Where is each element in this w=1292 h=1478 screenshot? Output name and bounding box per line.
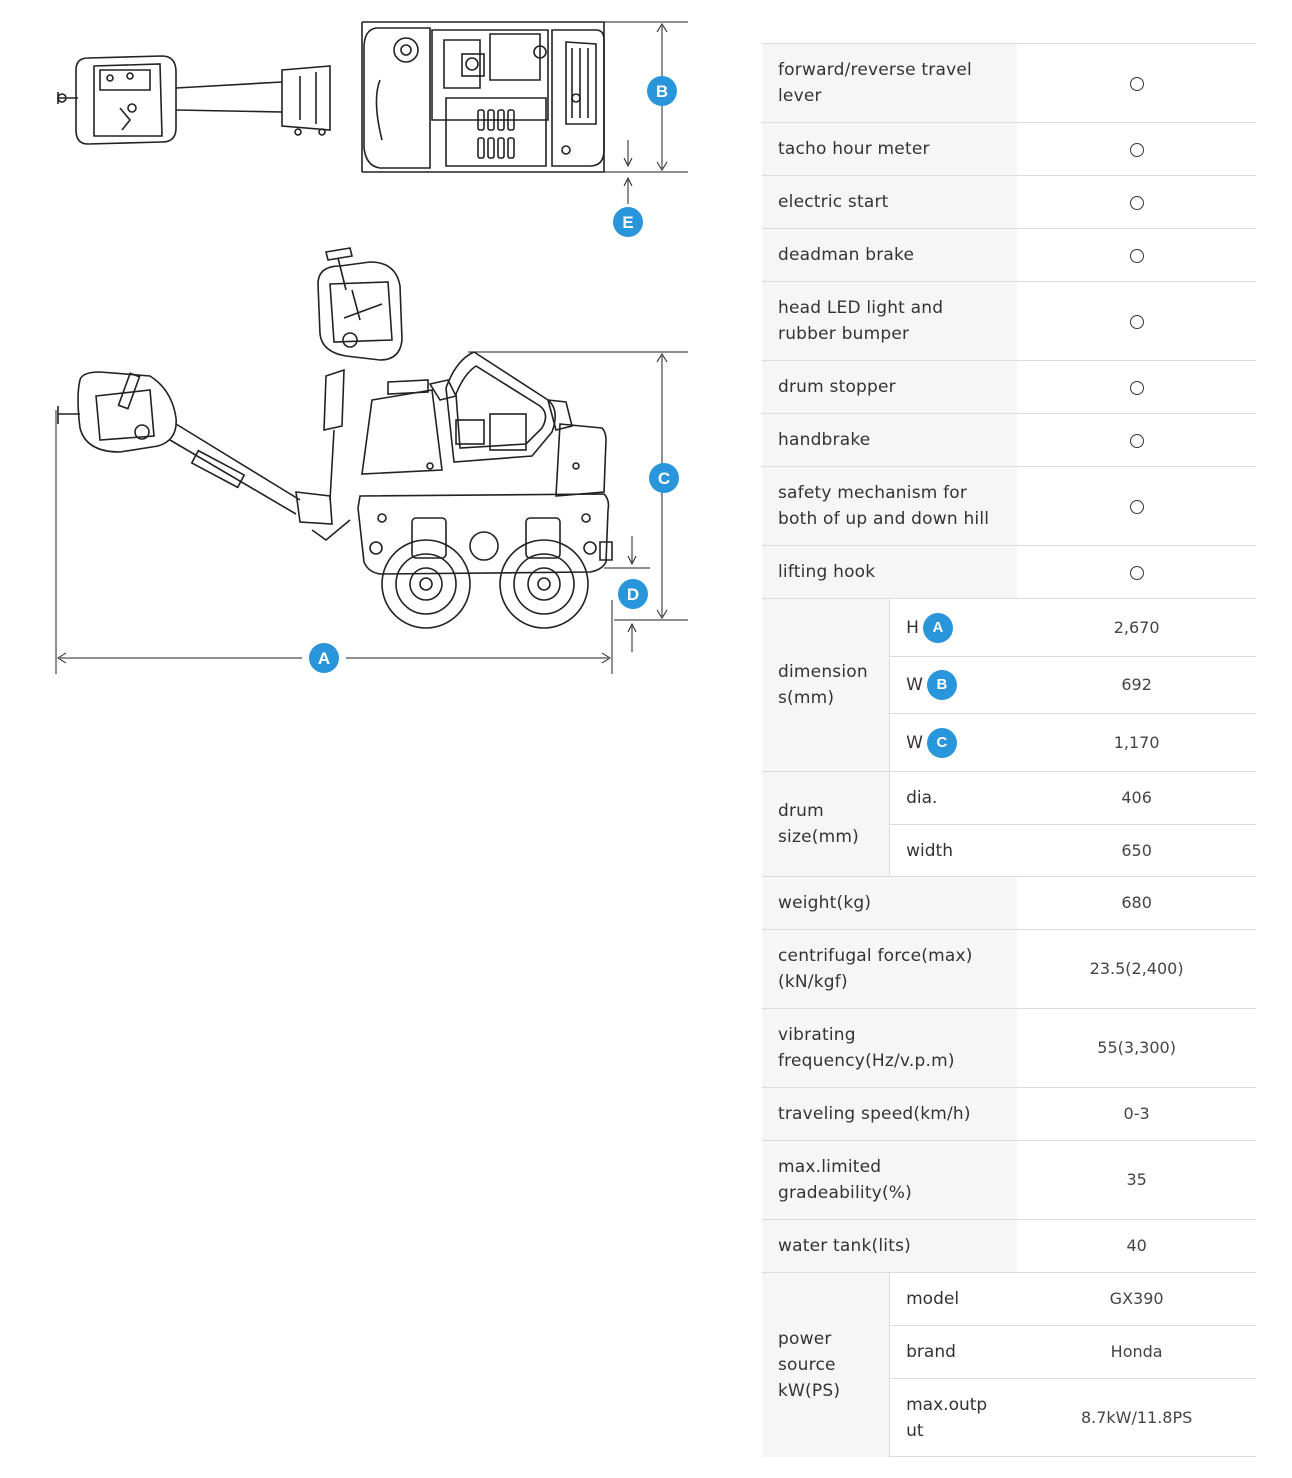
power-sub: max.outp ut <box>890 1379 1018 1457</box>
spec-value: 40 <box>1017 1220 1256 1273</box>
table-row <box>762 467 1256 546</box>
drum-value: 406 <box>1017 772 1256 825</box>
circle-mark-icon <box>1130 249 1144 263</box>
dimension-value: 1,170 <box>1017 714 1256 772</box>
feature-label: deadman brake <box>762 229 1017 282</box>
dimension-key <box>890 714 1018 772</box>
dimension-key <box>890 657 1018 714</box>
table-row <box>762 877 1256 930</box>
feature-label: forward/reverse travel lever <box>762 44 1017 123</box>
table-row <box>762 282 1256 361</box>
circle-mark-icon <box>1130 143 1144 157</box>
spec-value: 680 <box>1017 877 1256 930</box>
table-row <box>762 414 1256 467</box>
badge-d-label: D <box>626 585 640 604</box>
badge-a-icon: A <box>923 613 953 643</box>
feature-label: tacho hour meter <box>762 123 1017 176</box>
spec-label: max.limited gradeability(%) <box>762 1141 1017 1220</box>
circle-mark-icon <box>1130 434 1144 448</box>
circle-mark-icon <box>1130 381 1144 395</box>
feature-label: head LED light and rubber bumper <box>762 282 1017 361</box>
spec-table <box>762 43 1256 1457</box>
feature-mark <box>1017 176 1256 229</box>
power-label: power source kW(PS) <box>762 1273 890 1457</box>
table-row <box>762 44 1256 123</box>
table-row <box>762 123 1256 176</box>
dimension-letter: W <box>906 732 923 753</box>
table-row <box>762 772 1256 825</box>
roller-technical-drawing <box>0 0 740 720</box>
spec-label: water tank(lits) <box>762 1220 1017 1273</box>
power-value: GX390 <box>1017 1273 1256 1326</box>
power-value: 8.7kW/11.8PS <box>1017 1379 1256 1457</box>
feature-mark <box>1017 123 1256 176</box>
dimension-value: 692 <box>1017 657 1256 714</box>
table-row <box>762 361 1256 414</box>
top-view <box>58 22 688 204</box>
spec-label: traveling speed(km/h) <box>762 1088 1017 1141</box>
feature-mark <box>1017 546 1256 599</box>
spec-value: 0-3 <box>1017 1088 1256 1141</box>
feature-mark <box>1017 229 1256 282</box>
badge-b-icon: B <box>927 670 957 700</box>
table-row <box>762 1088 1256 1141</box>
table-row <box>762 1141 1256 1220</box>
circle-mark-icon <box>1130 77 1144 91</box>
table-row <box>762 546 1256 599</box>
feature-label: drum stopper <box>762 361 1017 414</box>
table-row <box>762 930 1256 1009</box>
feature-mark <box>1017 282 1256 361</box>
side-view <box>56 248 688 674</box>
circle-mark-icon <box>1130 500 1144 514</box>
drum-label: drum size(mm) <box>762 772 890 877</box>
spec-value: 55(3,300) <box>1017 1009 1256 1088</box>
drum-sub: width <box>890 825 1018 877</box>
badge-c-icon: C <box>927 728 957 758</box>
drum-sub: dia. <box>890 772 1018 825</box>
feature-mark <box>1017 44 1256 123</box>
spec-label: centrifugal force(max) (kN/kgf) <box>762 930 1017 1009</box>
circle-mark-icon <box>1130 566 1144 580</box>
dimension-key <box>890 599 1018 657</box>
power-sub: brand <box>890 1326 1018 1379</box>
drum-value: 650 <box>1017 825 1256 877</box>
power-value: Honda <box>1017 1326 1256 1379</box>
dimension-value: 2,670 <box>1017 599 1256 657</box>
spec-value: 23.5(2,400) <box>1017 930 1256 1009</box>
table-row <box>762 1009 1256 1088</box>
dimension-letter: W <box>906 675 923 695</box>
feature-label: lifting hook <box>762 546 1017 599</box>
badge-c-label: C <box>657 469 671 488</box>
feature-label: safety mechanism for both of up and down hill <box>762 467 1017 546</box>
feature-mark <box>1017 414 1256 467</box>
feature-label: electric start <box>762 176 1017 229</box>
circle-mark-icon <box>1130 196 1144 210</box>
feature-label: handbrake <box>762 414 1017 467</box>
dimension-letter: H <box>906 617 919 638</box>
spec-label: vibrating frequency(Hz/v.p.m) <box>762 1009 1017 1088</box>
table-row <box>762 1220 1256 1273</box>
power-sub: model <box>890 1273 1018 1326</box>
badge-e-label: E <box>622 213 634 232</box>
spec-value: 35 <box>1017 1141 1256 1220</box>
table-row <box>762 599 1256 657</box>
badge-a-label: A <box>317 649 331 668</box>
table-row <box>762 1273 1256 1326</box>
table-row <box>762 176 1256 229</box>
circle-mark-icon <box>1130 315 1144 329</box>
dimensions-label: dimension s(mm) <box>762 599 890 772</box>
badge-b-label: B <box>655 82 669 101</box>
feature-mark <box>1017 361 1256 414</box>
table-row <box>762 229 1256 282</box>
spec-label: weight(kg) <box>762 877 1017 930</box>
feature-mark <box>1017 467 1256 546</box>
